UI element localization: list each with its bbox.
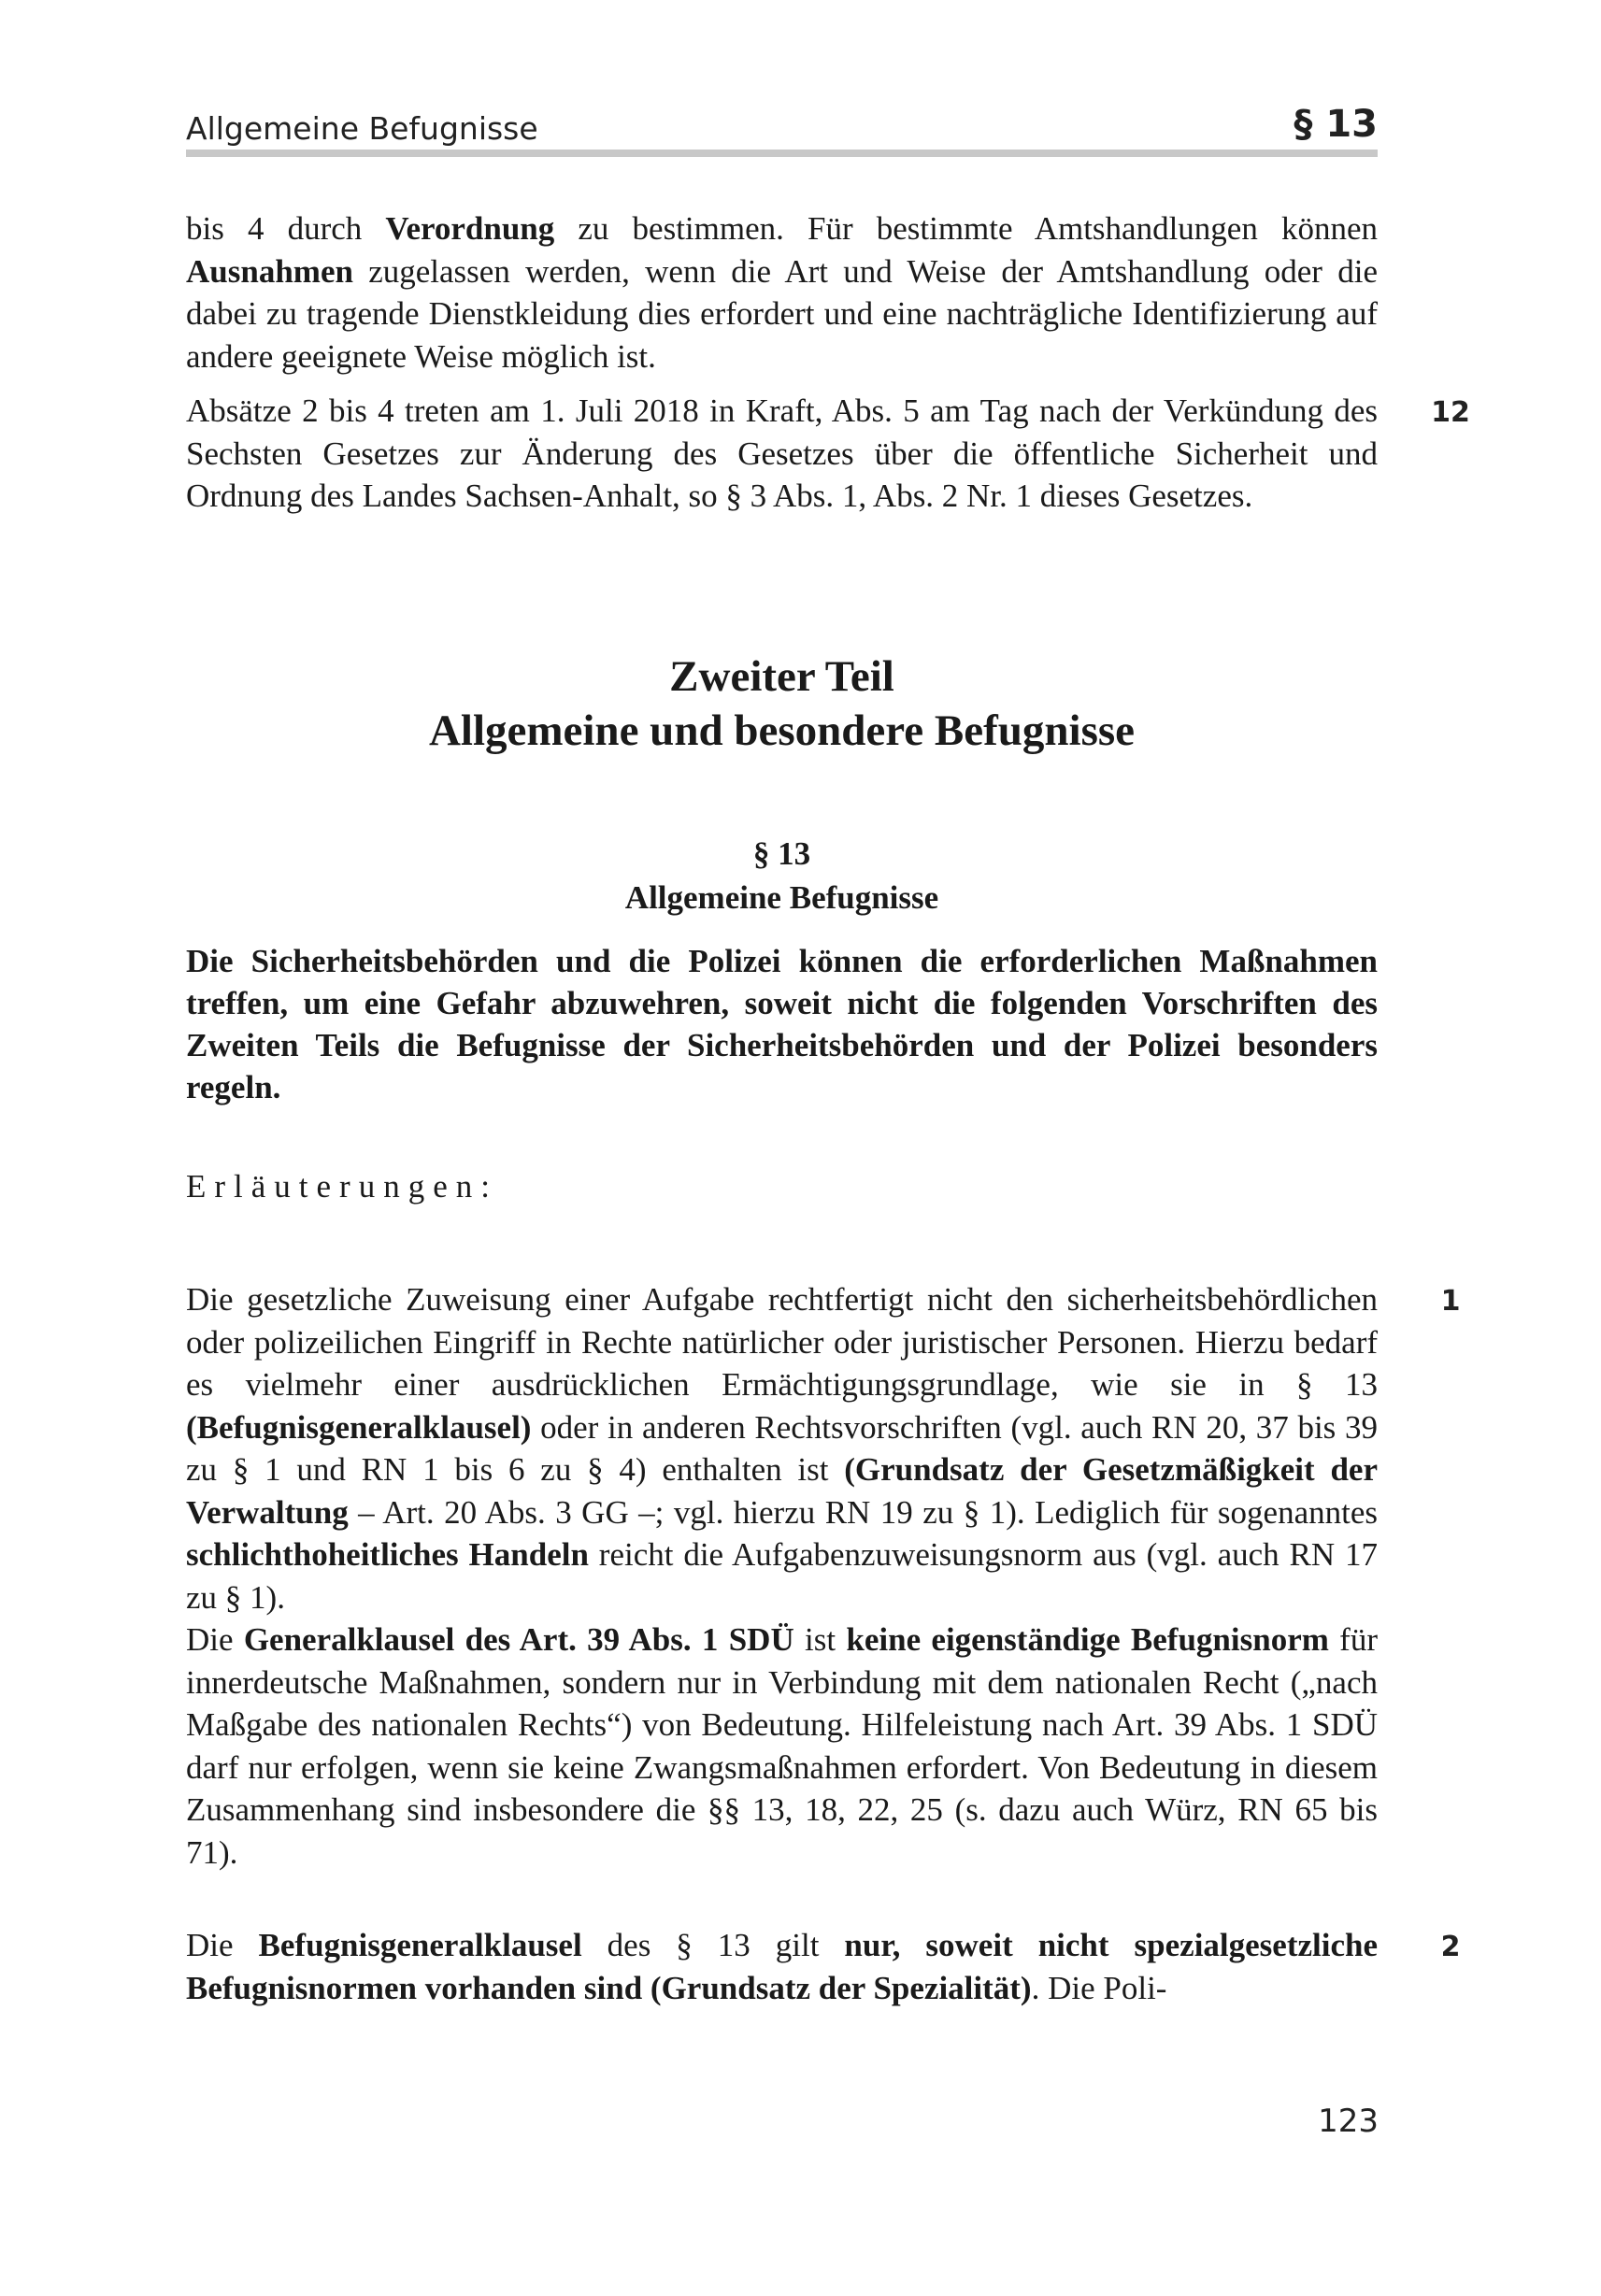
erlaeuterungen-label: Erläuterungen: <box>186 1168 498 1205</box>
section-heading <box>186 832 1378 920</box>
continuation-paragraph: bis 4 durch Verordnung zu bestimmen. Für bestimmte Amtshandlungen können Ausnahmen zugelassen werden, wenn die Art und Weise der Amtshandlung oder die dabei zu tragende Dienstkleidung dies erfordert und eine nachträgliche Identifizierung auf andere geeignete Weise möglich ist. <box>186 210 1378 375</box>
part-title: Zweiter Teil Allgemeine und besondere Befugnisse <box>428 652 1136 755</box>
running-title: Allgemeine Befugnisse <box>186 110 538 147</box>
running-header <box>186 103 1378 157</box>
running-section-number: § 13 <box>1294 103 1378 146</box>
law-text-block: Die Sicherheitsbehörden und die Polizei können die erforderlichen Maßnahmen treffen, um eine Gefahr abzuwehren, soweit nicht die folgenden Vorschriften des Zweiten Teils die Befugnisse der Sicherheitsbehörden und der Polizei besonders regeln. <box>186 943 1378 1105</box>
commentary-rn2: Die Befugnisgeneralklausel des § 13 gilt nur, soweit nicht spezialgesetzliche Befugnisnormen vorhanden sind (Grundsatz der Spezialität). Die Poli- <box>186 1927 1378 2006</box>
margin-number-2: 2 <box>1440 1931 1461 1963</box>
term-verordnung: Verordnung <box>385 210 555 247</box>
page-number: 123 <box>1318 2103 1379 2140</box>
margin-number-12: 12 <box>1431 396 1470 429</box>
inkrafttreten-paragraph: Absätze 2 bis 4 treten am 1. Juli 2018 in Kraft, Abs. 5 am Tag nach der Verkündung des Sechsten Gesetzes zur Änderung des Gesetzes über die öffentliche Sicherheit und Ordnung des Landes Sachsen-Anhalt, so § 3 Abs. 1, Abs. 2 Nr. 1 dieses Gesetzes. <box>186 392 1378 514</box>
commentary-rn1: Die gesetzliche Zuweisung einer Aufgabe rechtfertigt nicht den sicherheitsbehördlichen oder polizeilichen Eingriff in Rechte natürlicher oder juristischer Personen. Hierzu bedarf es vielmehr einer ausdrücklichen Ermächtigungsgrundlage, wie sie in § 13 (Befugnisgeneralklausel) oder in anderen Rechtsvorschriften (vgl. auch RN 20, 37 bis 39 zu § 1 und RN 1 bis 6 zu § 4) enthalten ist (Grundsatz der Gesetzmäßigkeit der Verwaltung – Art. 20 Abs. 3 GG –; vgl. hierzu RN 19 zu § 1). Lediglich für sogenanntes schlichthoheitliches Handeln reicht die Aufgabenzuweisungsnorm aus (vgl. auch RN 17 zu § 1). Die Generalklausel des Art. 39 Abs. 1 SDÜ ist keine eigenständige Befugnisnorm für innerdeutsche Maßnahmen, sondern nur in Verbindung mit dem nationalen Recht („nach Maßgabe des nationalen Rechts“) von Bedeutung. Hilfeleistung nach Art. 39 Abs. 1 SDÜ darf nur erfolgen, wenn sie keine Zwangsmaßnahmen erfordert. Von Bedeutung in diesem Zusammenhang sind insbesondere die §§ 13, 18, 22, 25 (s. dazu auch Würz, RN 65 bis 71). <box>186 1281 1378 1871</box>
margin-number-1: 1 <box>1440 1285 1461 1318</box>
section-title: Allgemeine Befugnisse <box>624 879 939 916</box>
section-number: § 13 <box>752 835 811 872</box>
term-ausnahmen: Ausnahmen <box>186 252 353 290</box>
